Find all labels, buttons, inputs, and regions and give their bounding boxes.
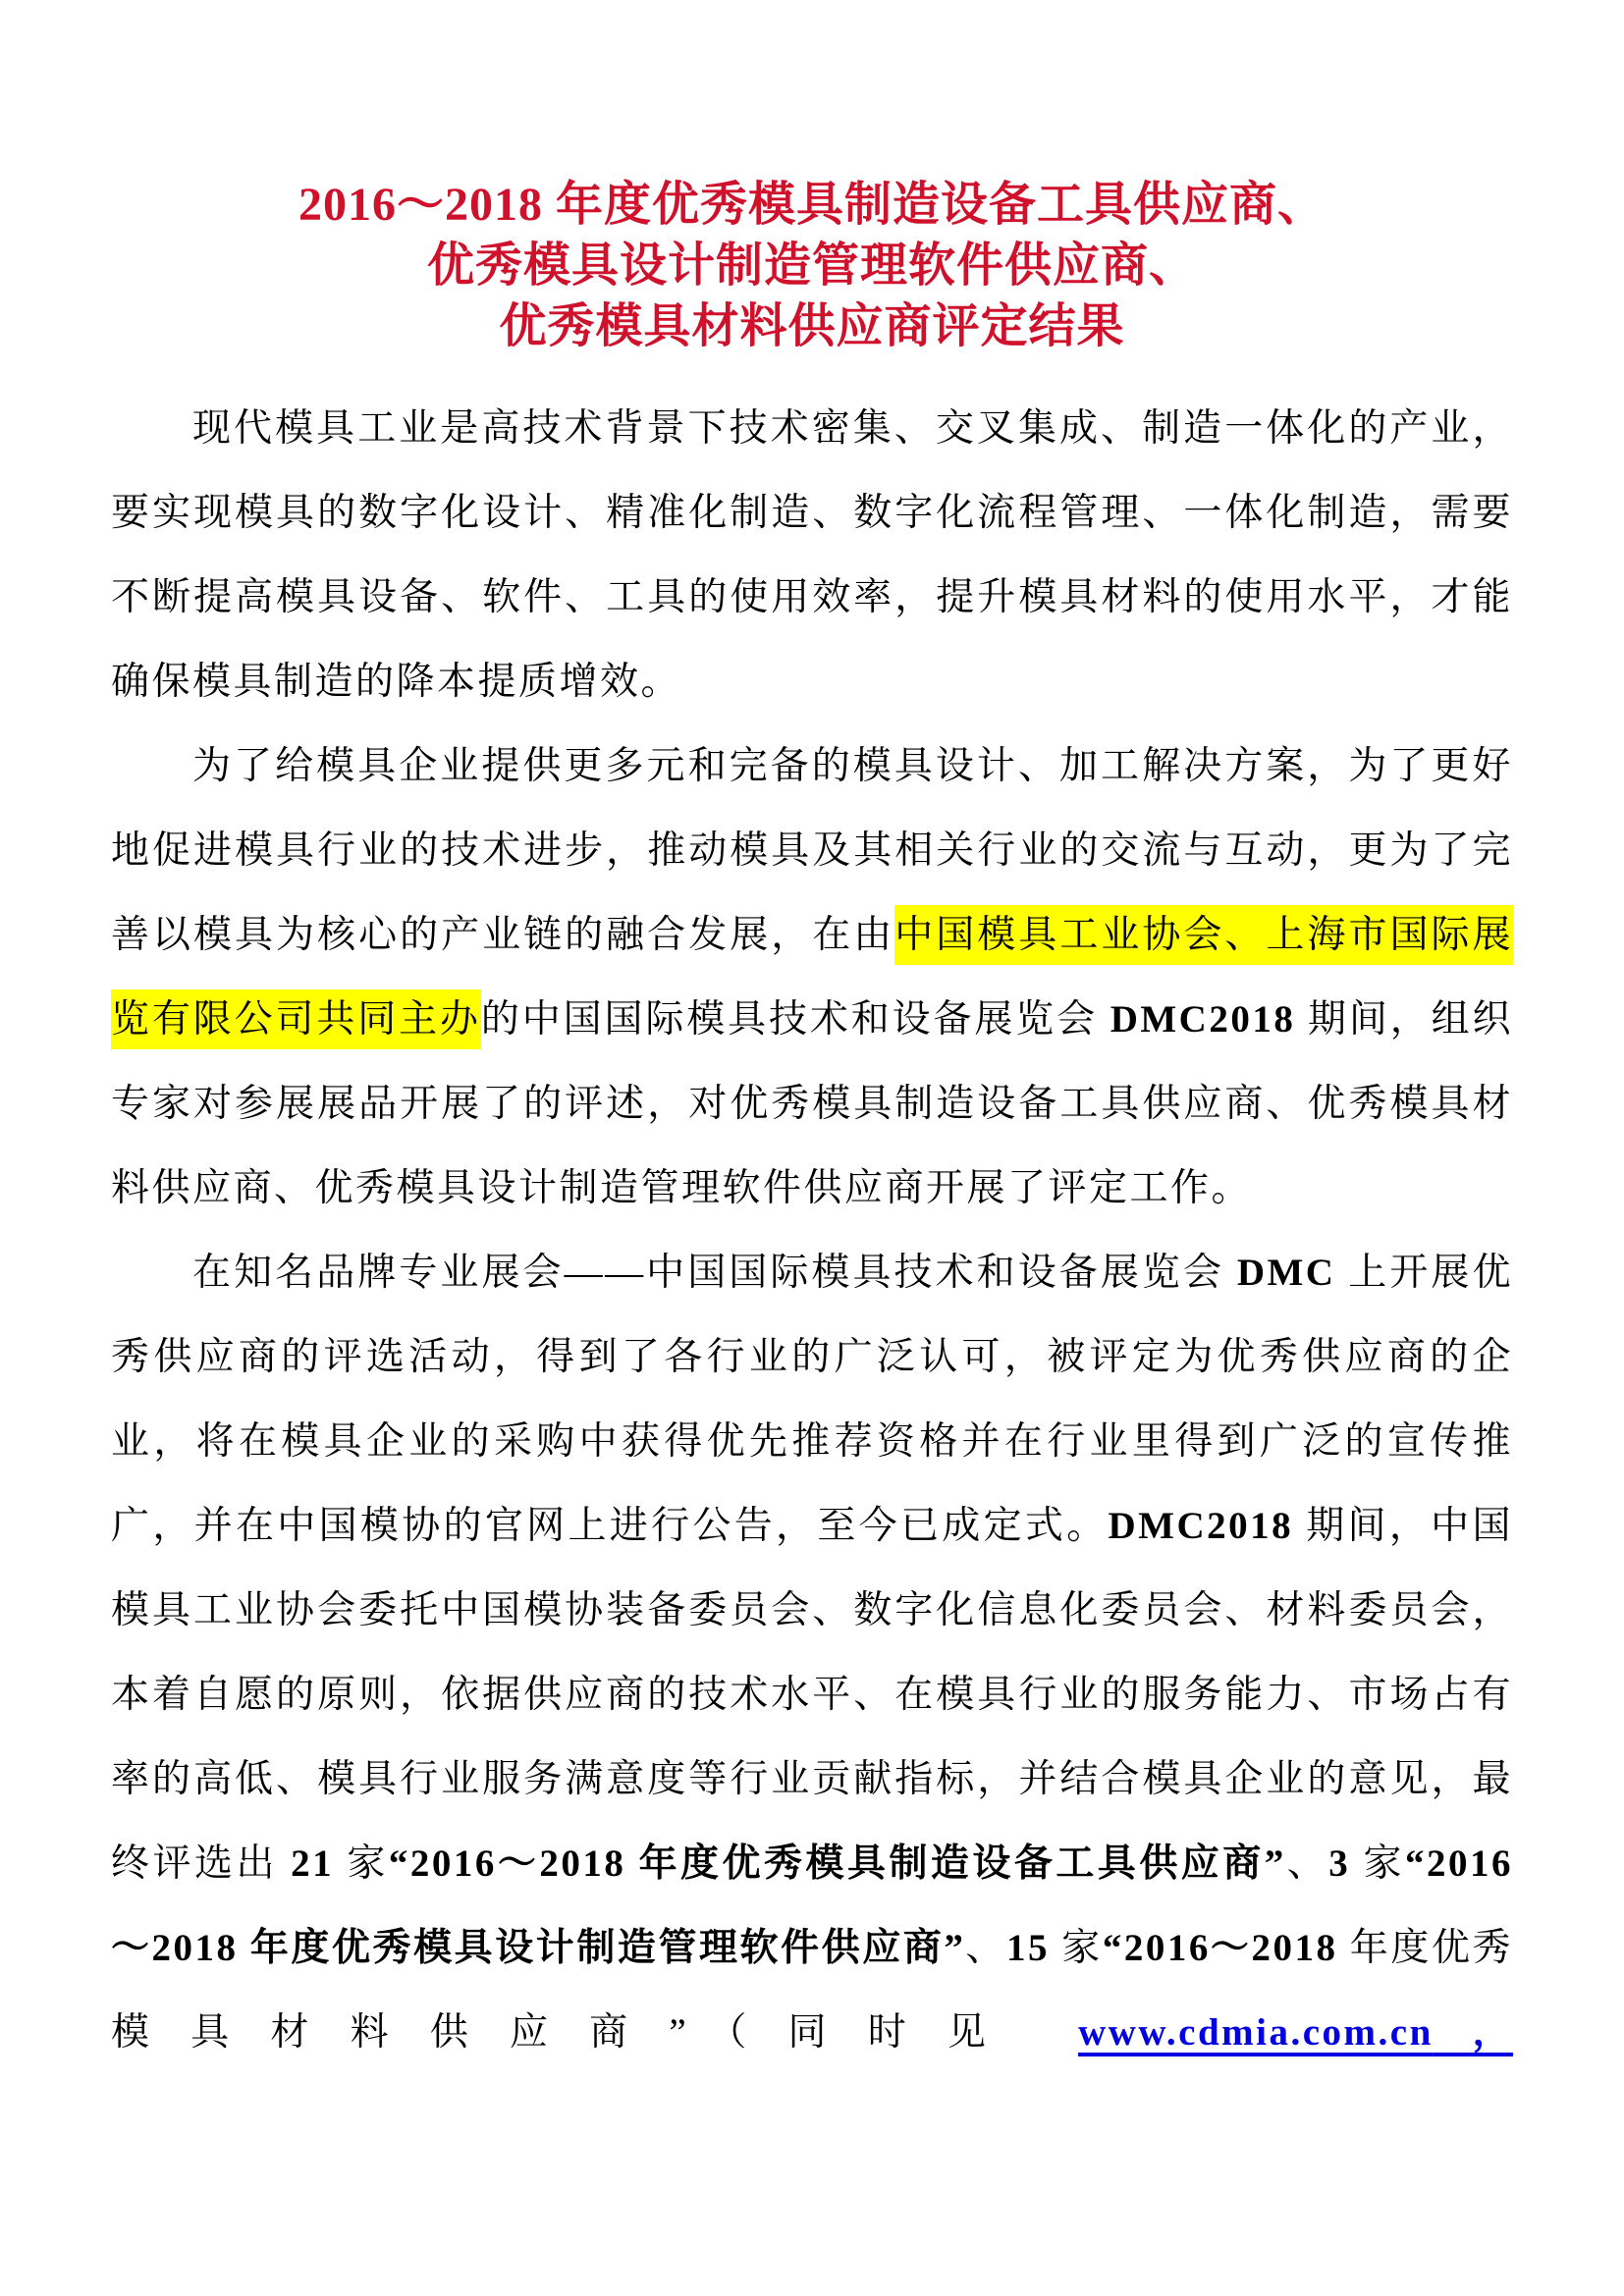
text-run: 家 (1049, 1927, 1103, 1969)
text-run: 在知名品牌专业展会——中国国际模具技术和设备展览会 (192, 1252, 1237, 1294)
link-trailing-comma: ， (1433, 2011, 1513, 2054)
count-21-bold: 21 (291, 1842, 335, 1885)
text-run: 年度优秀模具材料供应商”（同时见 (111, 1927, 1513, 2054)
title-line-2: 优秀模具设计制造管理软件供应商、 (426, 240, 1197, 292)
text-run: 上开展优秀供应商的评选活动，得到了各行业的广泛认可，被评定为优秀供应商的企业，将在模具企业的采购中获得优先推荐资格并在行业里得到广泛的宣传推广，并在中国模协的官网上进行公告，至今已成定式。 (111, 1252, 1513, 1547)
paragraph-3 (111, 1231, 1513, 2075)
text-run: 期间，中国模具工业协会委托中国模协装备委员会、数字化信息化委员会、材料委员会，本着自愿的原则，依据供应商的技术水平、在模具行业的服务能力、市场占有率的高低、模具行业服务满意度等行业贡献指标，并结合模具企业的意见，最终评选出 (111, 1505, 1513, 1885)
title-line-3: 优秀模具材料供应商评定结果 (499, 300, 1125, 352)
count-15-bold: 15 (1005, 1927, 1050, 1969)
text-run: 为了给模具企业提供更多元和完备的模具设计、加工解决方案，为了更好地促进模具行业的技术进步，推动模具及其相关行业的交流与互动，更为了完善以模具为核心的产业链的融合发展，在由 (111, 745, 1513, 956)
count-3-bold: 3 (1328, 1842, 1351, 1885)
title-line-1: 2016～2018 年度优秀模具制造设备工具供应商、 (298, 179, 1326, 231)
text-run: 、 (1285, 1842, 1329, 1885)
paragraph-2 (111, 724, 1513, 1231)
text-run: 家 (334, 1842, 389, 1885)
document-title (111, 175, 1513, 357)
dmc2018-bold-text: DMC2018 (1108, 1505, 1294, 1547)
cdmia-url-link[interactable]: www.cdmia.com.cn (1078, 2011, 1434, 2054)
quoted-year-range-bold: “2016～2018 (1102, 1927, 1338, 1969)
dmc-bold-text: DMC (1236, 1252, 1336, 1294)
quoted-title-equipment-suppliers: “2016～2018 年度优秀模具制造设备工具供应商” (388, 1842, 1286, 1885)
dmc2018-bold-text: DMC2018 (1110, 998, 1296, 1041)
quoted-title-software-suppliers: “2016～2018 年度优秀模具设计制造管理软件供应商” (111, 1842, 1513, 1969)
highlighted-cohost-text: 中国模具工业协会、上海市国际展览有限公司共同主办 (111, 905, 1513, 1049)
text-run: 期间，组织专家对参展展品开展了的评述，对优秀模具制造设备工具供应商、优秀模具材料供应商、优秀模具设计制造管理软件供应商开展了评定工作。 (111, 998, 1513, 1209)
text-run: 、 (965, 1927, 1006, 1969)
text-run: 的中国国际模具技术和设备展览会 (480, 998, 1110, 1041)
paragraph-1: 现代模具工业是高技术背景下技术密集、交叉集成、制造一体化的产业，要实现模具的数字化设计、精准化制造、数字化流程管理、一体化制造，需要不断提高模具设备、软件、工具的使用效率，提升模具材料的使用水平，才能确保模具制造的降本提质增效。 (111, 407, 1513, 703)
text-run: 家 (1350, 1842, 1405, 1885)
